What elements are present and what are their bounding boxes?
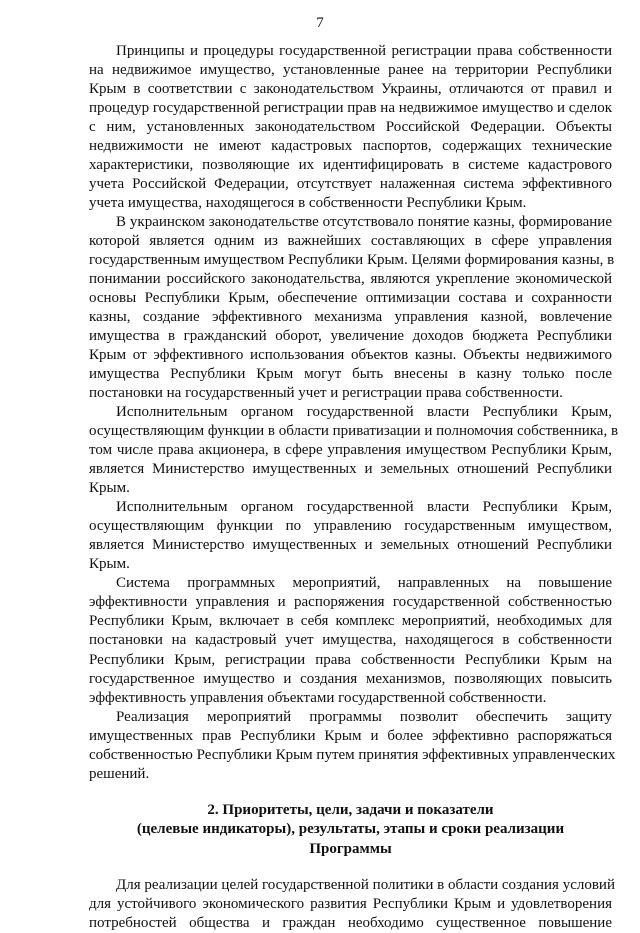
text-line: имущества в гражданский оборот, увеличение доходов бюджета Республики — [89, 328, 612, 345]
text-line: Крым от эффективного использования объектов казны. Объекты недвижимого — [89, 347, 612, 364]
text-line: Крым в соответствии с законодательством Украины, отличаются от правил и — [89, 81, 612, 98]
text-line: решений. — [89, 765, 150, 782]
text-line: для устойчивого экономического развития Республики Крым и удовлетворения — [89, 896, 612, 913]
text-line: недвижимости не имеют кадастровых паспортов, содержащих технические — [89, 138, 612, 155]
text-line: Принципы и процедуры государственной регистрации права собственности — [116, 43, 612, 59]
paragraph-program-implementation — [89, 708, 616, 784]
text-line: Республики Крым, регистрации права собственности Республики Крым на — [89, 651, 612, 668]
paragraph-treasury — [89, 213, 615, 403]
text-line: имущества Республики Крым могут быть внесены в казну только после — [89, 366, 612, 383]
text-line: осуществляющим функции в области приватизации и полномочия собственника, в — [89, 423, 619, 440]
document-body — [89, 42, 619, 933]
text-line: осуществляющим функции по управлению государственным имуществом, — [89, 518, 612, 535]
text-line: на недвижимое имущество, установленные ранее на территории Республики — [89, 62, 612, 79]
text-line: Республики Крым, включает в себя комплекс мероприятий, необходимых для — [89, 613, 612, 630]
text-line: учета имущества, находящегося в собственности Республики Крым. — [89, 195, 527, 212]
text-line: эффективности управления и распоряжения государственной собственностью — [89, 594, 612, 611]
text-line: с ним, установленных законодательством Российской Федерации. Объекты — [89, 119, 612, 136]
text-line: В украинском законодательстве отсутствовало понятие казны, формирование — [116, 214, 612, 231]
text-line: том числе права акционера, в сфере управления имуществом Республики Крым, — [89, 442, 612, 459]
text-line: постановки на государственный учет и регистрации права собственности. — [89, 385, 563, 402]
text-line: Для реализации целей государственной политики в области создания условий — [116, 877, 615, 894]
text-line: Крым. — [89, 480, 130, 497]
text-line: процедур государственной регистрации прав на недвижимое имущество и сделок — [89, 100, 612, 117]
text-line: собственностью Республики Крым путем принятия эффективных управленческих — [89, 746, 616, 763]
text-line: основы Республики Крым, обеспечение оптимизации состава и сохранности — [89, 290, 612, 307]
heading-line: Программы — [309, 840, 392, 857]
text-line: имущественных прав Республики Крым и более эффективно распоряжаться — [89, 727, 612, 744]
spacer — [89, 784, 612, 801]
text-line: постановки на кадастровый учет имущества, находящегося в собственности — [89, 632, 612, 649]
text-line: Крым. — [89, 556, 130, 573]
paragraph-land-registration — [89, 42, 612, 213]
heading-line: 2. Приоритеты, цели, задачи и показатели — [207, 801, 494, 818]
text-line: понимании российского законодательства, являются укрепление экономической — [89, 271, 612, 288]
text-line: учета Российской Федерации, отсутствует налаженная система эффективного — [89, 176, 612, 193]
text-line: государственное имущество и создания механизмов, позволяющих повысить — [89, 670, 612, 687]
text-line: государственным имуществом Республики Крым. Целями формирования казны, в — [89, 252, 615, 269]
text-line: Реализация мероприятий программы позволит обеспечить защиту — [116, 708, 612, 725]
text-line: Исполнительным органом государственной власти Республики Крым, — [116, 404, 612, 421]
section-heading — [89, 801, 612, 860]
text-line: казны, создание эффективного механизма управления казной, вовлечение — [89, 309, 612, 326]
paragraph-program-measures — [89, 574, 612, 707]
text-line: эффективность управления объектами государственной собственности. — [89, 689, 547, 706]
heading-line: (целевые индикаторы), результаты, этапы и сроки реализации — [136, 821, 565, 838]
paragraph-executive-body-management — [89, 498, 612, 574]
text-line: является Министерство имущественных и земельных отношений Республики — [89, 537, 612, 554]
text-line: которой является одним из важнейших составляющих в сфере управления — [89, 233, 612, 250]
text-line: характеристики, позволяющие их идентифицировать в системе кадастрового — [89, 157, 612, 174]
paragraph-executive-body-privatization — [89, 403, 619, 498]
text-line: потребностей общества и граждан необходимо существенное повышение — [89, 915, 612, 932]
text-line: Исполнительным органом государственной власти Республики Крым, — [116, 499, 612, 516]
spacer — [89, 859, 612, 876]
page-number: 7 — [316, 15, 324, 31]
text-line: Система программных мероприятий, направленных на повышение — [116, 575, 612, 592]
text-line: является Министерство имущественных и земельных отношений Республики — [89, 461, 612, 478]
